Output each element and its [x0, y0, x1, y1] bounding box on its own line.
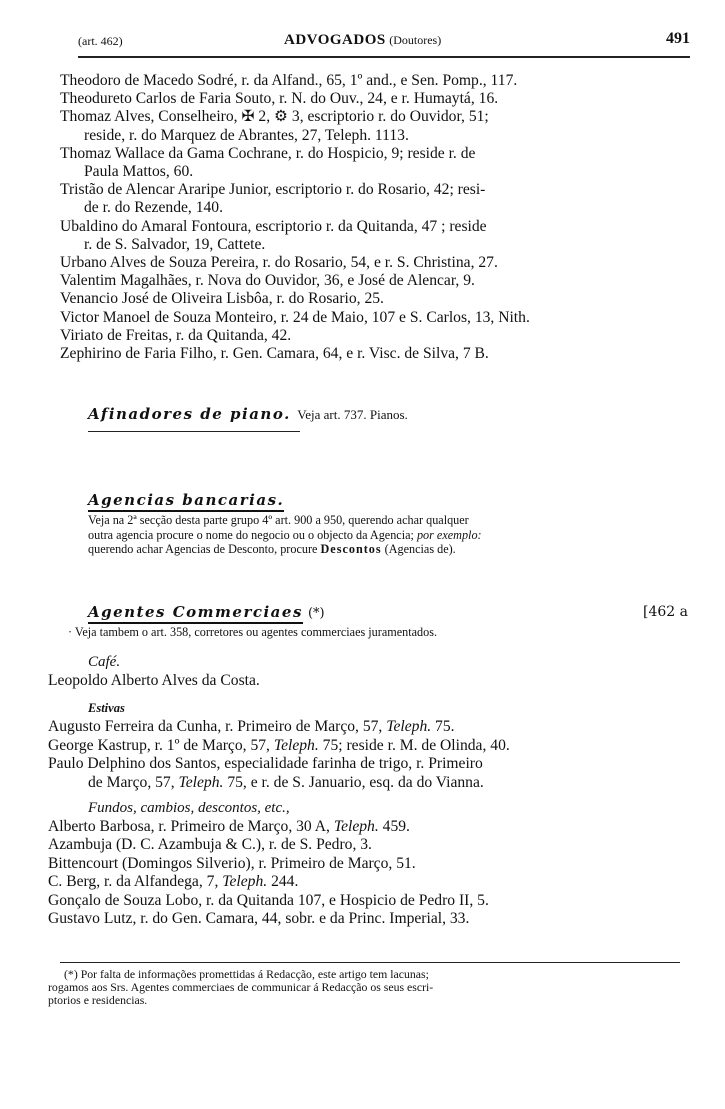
agencias-section [88, 490, 688, 557]
directory-entry [60, 145, 690, 181]
header-article-ref: (art. 462) [78, 34, 123, 48]
agentes-note: Veja tambem o art. 358, corretores ou agentes commerciaes juramentados. [74, 625, 437, 639]
listing-line [48, 737, 688, 755]
directory-entry [60, 290, 690, 308]
listing-text: Gonçalo de Souza Lobo, r. da Quitanda 107, e Hospicio de Pedro II, 5. [48, 891, 489, 909]
footnote-line-3: ptorios e residencias. [48, 993, 148, 1007]
directory-entry [60, 309, 690, 327]
directory-entry [60, 345, 690, 363]
teleph-label: Teleph. [333, 818, 379, 836]
agentes-footnote-mark: (*) [307, 606, 325, 621]
fundos-label: Fundos, cambios, descontos, etc., [88, 800, 290, 817]
entry-line: Viriato de Freitas, r. da Quitanda, 42. [60, 326, 292, 344]
agencias-body [88, 513, 688, 557]
listing-text: Alberto Barbosa, r. Primeiro de Março, 30 A, [48, 818, 334, 836]
listing-text: C. Berg, r. da Alfandega, 7, [48, 873, 223, 891]
agentes-listing [48, 652, 688, 928]
estivas-items [48, 718, 688, 792]
page-header [78, 30, 690, 52]
entry-line: Victor Manoel de Souza Monteiro, r. 24 de Maio, 107 e S. Carlos, 13, Nith. [60, 308, 530, 326]
footnote-line-2: rogamos aos Srs. Agentes commerciaes de communicar á Redacção os seus escri- [48, 980, 434, 994]
estivas-label: Estivas [88, 701, 125, 716]
entry-line: Venancio José de Oliveira Lisbôa, r. do Rosario, 25. [60, 290, 384, 308]
listing-text: Augusto Ferreira da Cunha, r. Primeiro de Março, 57, [48, 718, 387, 736]
entry-line: reside, r. do Marquez de Abrantes, 27, Teleph. 1113. [84, 126, 409, 144]
advogados-entry-list [60, 72, 690, 363]
listing-text: 75; reside r. M. de Olinda, 40. [318, 736, 510, 754]
agentes-ref: [462 a [643, 604, 688, 620]
listing-line [48, 718, 688, 736]
cafe-items [48, 672, 688, 690]
entry-line: Theodoro de Macedo Sodré, r. da Alfand., 65, 1º and., e Sen. Pomp., 117. [60, 72, 518, 89]
listing-line [48, 873, 688, 891]
entry-line: Ubaldino do Amaral Fontoura, escriptorio r. da Quitanda, 47 ; reside [60, 217, 487, 235]
afinadores-underline [88, 431, 300, 432]
footnote [48, 968, 684, 1007]
directory-entry [60, 254, 690, 272]
directory-entry [60, 108, 690, 144]
teleph-label: Teleph. [386, 718, 432, 736]
agencias-descontos-tail: (Agencias de). [381, 542, 456, 557]
agencias-line-3: querendo achar Agencias de Desconto, procure [88, 542, 321, 557]
teleph-label: Teleph. [222, 873, 268, 891]
afinadores-title: Afinadores de piano. [88, 405, 291, 423]
listing-line [48, 818, 688, 836]
directory-entry [60, 218, 690, 254]
listing-line [48, 755, 688, 773]
directory-entry [60, 272, 690, 290]
entry-line: Thomaz Alves, Conselheiro, ✠ 2, ⚙ 3, escriptorio r. do Ouvidor, 51; [60, 108, 489, 126]
listing-line [48, 892, 688, 910]
fundos-items [48, 818, 688, 928]
listing-text: 75. [431, 718, 455, 736]
listing-text: 244. [267, 873, 299, 891]
header-title [284, 32, 441, 49]
agencias-por-exemplo: por exemplo: [416, 527, 482, 542]
header-title-main: ADVOGADOS [284, 32, 386, 48]
footnote-rule [60, 962, 680, 963]
page-number: 491 [666, 30, 690, 47]
agencias-line-2: outra agencia procure o nome do negocio ou o objecto da Agencia; [88, 527, 417, 542]
listing-line [48, 855, 688, 873]
agencias-line-1: Veja na 2ª secção desta parte grupo 4º art. 900 a 950, querendo achar qualquer [88, 513, 469, 527]
agencias-title: Agencias bancarias. [88, 491, 284, 512]
listing-line [48, 910, 688, 928]
entry-line: Thomaz Wallace da Gama Cochrane, r. do Hospicio, 9; reside r. de [60, 144, 476, 162]
teleph-label: Teleph. [178, 773, 224, 791]
listing-line: Leopoldo Alberto Alves da Costa. [48, 672, 260, 689]
directory-entry [60, 181, 690, 217]
listing-text: 75, e r. de S. Januario, esq. da do Vianna. [223, 773, 484, 791]
listing-text: George Kastrup, r. 1º de Março, 57, [48, 736, 274, 754]
listing-text: Azambuja (D. C. Azambuja & C.), r. de S. Pedro, 3. [48, 836, 372, 854]
header-rule [78, 56, 690, 58]
entry-line: r. de S. Salvador, 19, Cattete. [84, 235, 266, 253]
listing-text: Paulo Delphino dos Santos, especialidade farinha de trigo, r. Primeiro [48, 755, 483, 773]
directory-entry [60, 90, 690, 108]
listing-line [48, 836, 688, 854]
listing-line [48, 774, 688, 792]
entry-line: Theodureto Carlos de Faria Souto, r. N. do Ouv., 24, e r. Humaytá, 16. [60, 90, 499, 108]
agentes-section: Agentes Commerciaes (*) [462 a · Veja tambem o art. 358, corretores ou agentes commerciaes juramentados. [68, 603, 688, 639]
agencias-descontos: Descontos [320, 542, 382, 557]
entry-line: Valentim Magalhães, r. Nova do Ouvidor, 36, e José de Alencar, 9. [60, 272, 475, 290]
listing-text: Bittencourt (Domingos Silverio), r. Primeiro de Março, 51. [48, 854, 416, 872]
entry-line: Paula Mattos, 60. [84, 163, 194, 181]
listing-text: de Março, 57, [88, 773, 179, 791]
agentes-title: Agentes Commerciaes [88, 603, 303, 624]
header-title-sub: (Doutores) [389, 33, 442, 47]
listing-text: Gustavo Lutz, r. do Gen. Camara, 44, sobr. e da Princ. Imperial, 33. [48, 910, 470, 928]
entry-line: Urbano Alves de Souza Pereira, r. do Rosario, 54, e r. S. Christina, 27. [60, 254, 498, 272]
footnote-line-1: (*) Por falta de informações promettidas á Redacção, este artigo tem lacunas; [64, 967, 429, 981]
afinadores-note: Veja art. 737. Pianos. [297, 407, 408, 422]
directory-entry [60, 72, 690, 90]
entry-line: Tristão de Alencar Araripe Junior, escriptorio r. do Rosario, 42; resi- [60, 181, 486, 199]
directory-entry [60, 327, 690, 345]
afinadores-section [88, 405, 688, 423]
entry-line: de r. do Rezende, 140. [84, 199, 224, 217]
entry-line: Zephirino de Faria Filho, r. Gen. Camara, 64, e r. Visc. de Silva, 7 B. [60, 345, 489, 363]
listing-text: 459. [378, 818, 410, 836]
cafe-label: Café. [88, 654, 121, 670]
teleph-label: Teleph. [273, 736, 319, 754]
